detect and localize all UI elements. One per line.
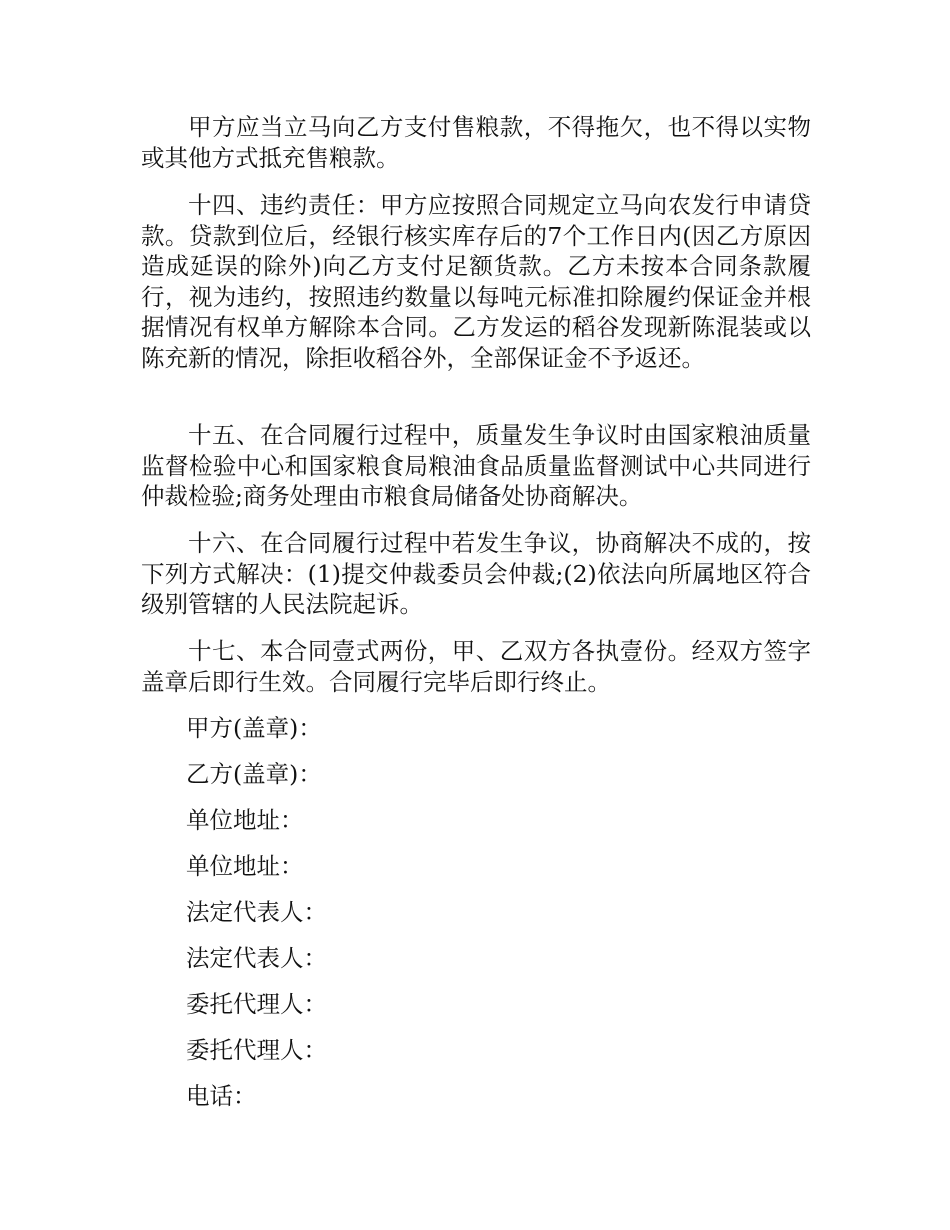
- party-b-address-field: 单位地址：: [186, 852, 304, 880]
- party-a-agent-field: 委托代理人：: [186, 990, 327, 1018]
- paragraph-clause-16-dispute-resolution: 十六、在合同履行过程中若发生争议，协商解决不成的，按下列方式解决：(1)提交仲裁委员会仲裁;(2)依法向所属地区符合级别管辖的人民法院起诉。: [141, 529, 811, 618]
- paragraph-clause-17-copies-effectiveness: 十七、本合同壹式两份，甲、乙双方各执壹份。经双方签字盖章后即行生效。合同履行完毕后即行终止。: [141, 637, 811, 696]
- paragraph-clause-15-quality-dispute: 十五、在合同履行过程中，质量发生争议时由国家粮油质量监督检验中心和国家粮食局粮油食品质量监督测试中心共同进行仲裁检验;商务处理由市粮食局储备处协商解决。: [141, 421, 811, 510]
- party-b-legal-representative-field: 法定代表人：: [186, 944, 327, 972]
- party-b-seal-field: 乙方(盖章)：: [186, 760, 322, 788]
- paragraph-clause-14-breach-liability: 十四、违约责任：甲方应按照合同规定立马向农发行申请贷款。贷款到位后，经银行核实库存后的7个工作日内(因乙方原因造成延误的除外)向乙方支付足额货款。乙方未按本合同条款履行，视为违约，按照违约数量以每吨元标准扣除履约保证金并根据情况有权单方解除本合同。乙方发运的稻谷发现新陈混装或以陈充新的情况，除拒收稻谷外，全部保证金不予返还。: [141, 191, 811, 372]
- party-a-seal-field: 甲方(盖章)：: [186, 714, 322, 742]
- paragraph-payment-obligation: 甲方应当立马向乙方支付售粮款，不得拖欠，也不得以实物或其他方式抵充售粮款。: [141, 113, 811, 172]
- party-a-address-field: 单位地址：: [186, 806, 304, 834]
- party-b-agent-field: 委托代理人：: [186, 1036, 327, 1064]
- party-a-legal-representative-field: 法定代表人：: [186, 898, 327, 926]
- phone-field: 电话：: [186, 1082, 257, 1110]
